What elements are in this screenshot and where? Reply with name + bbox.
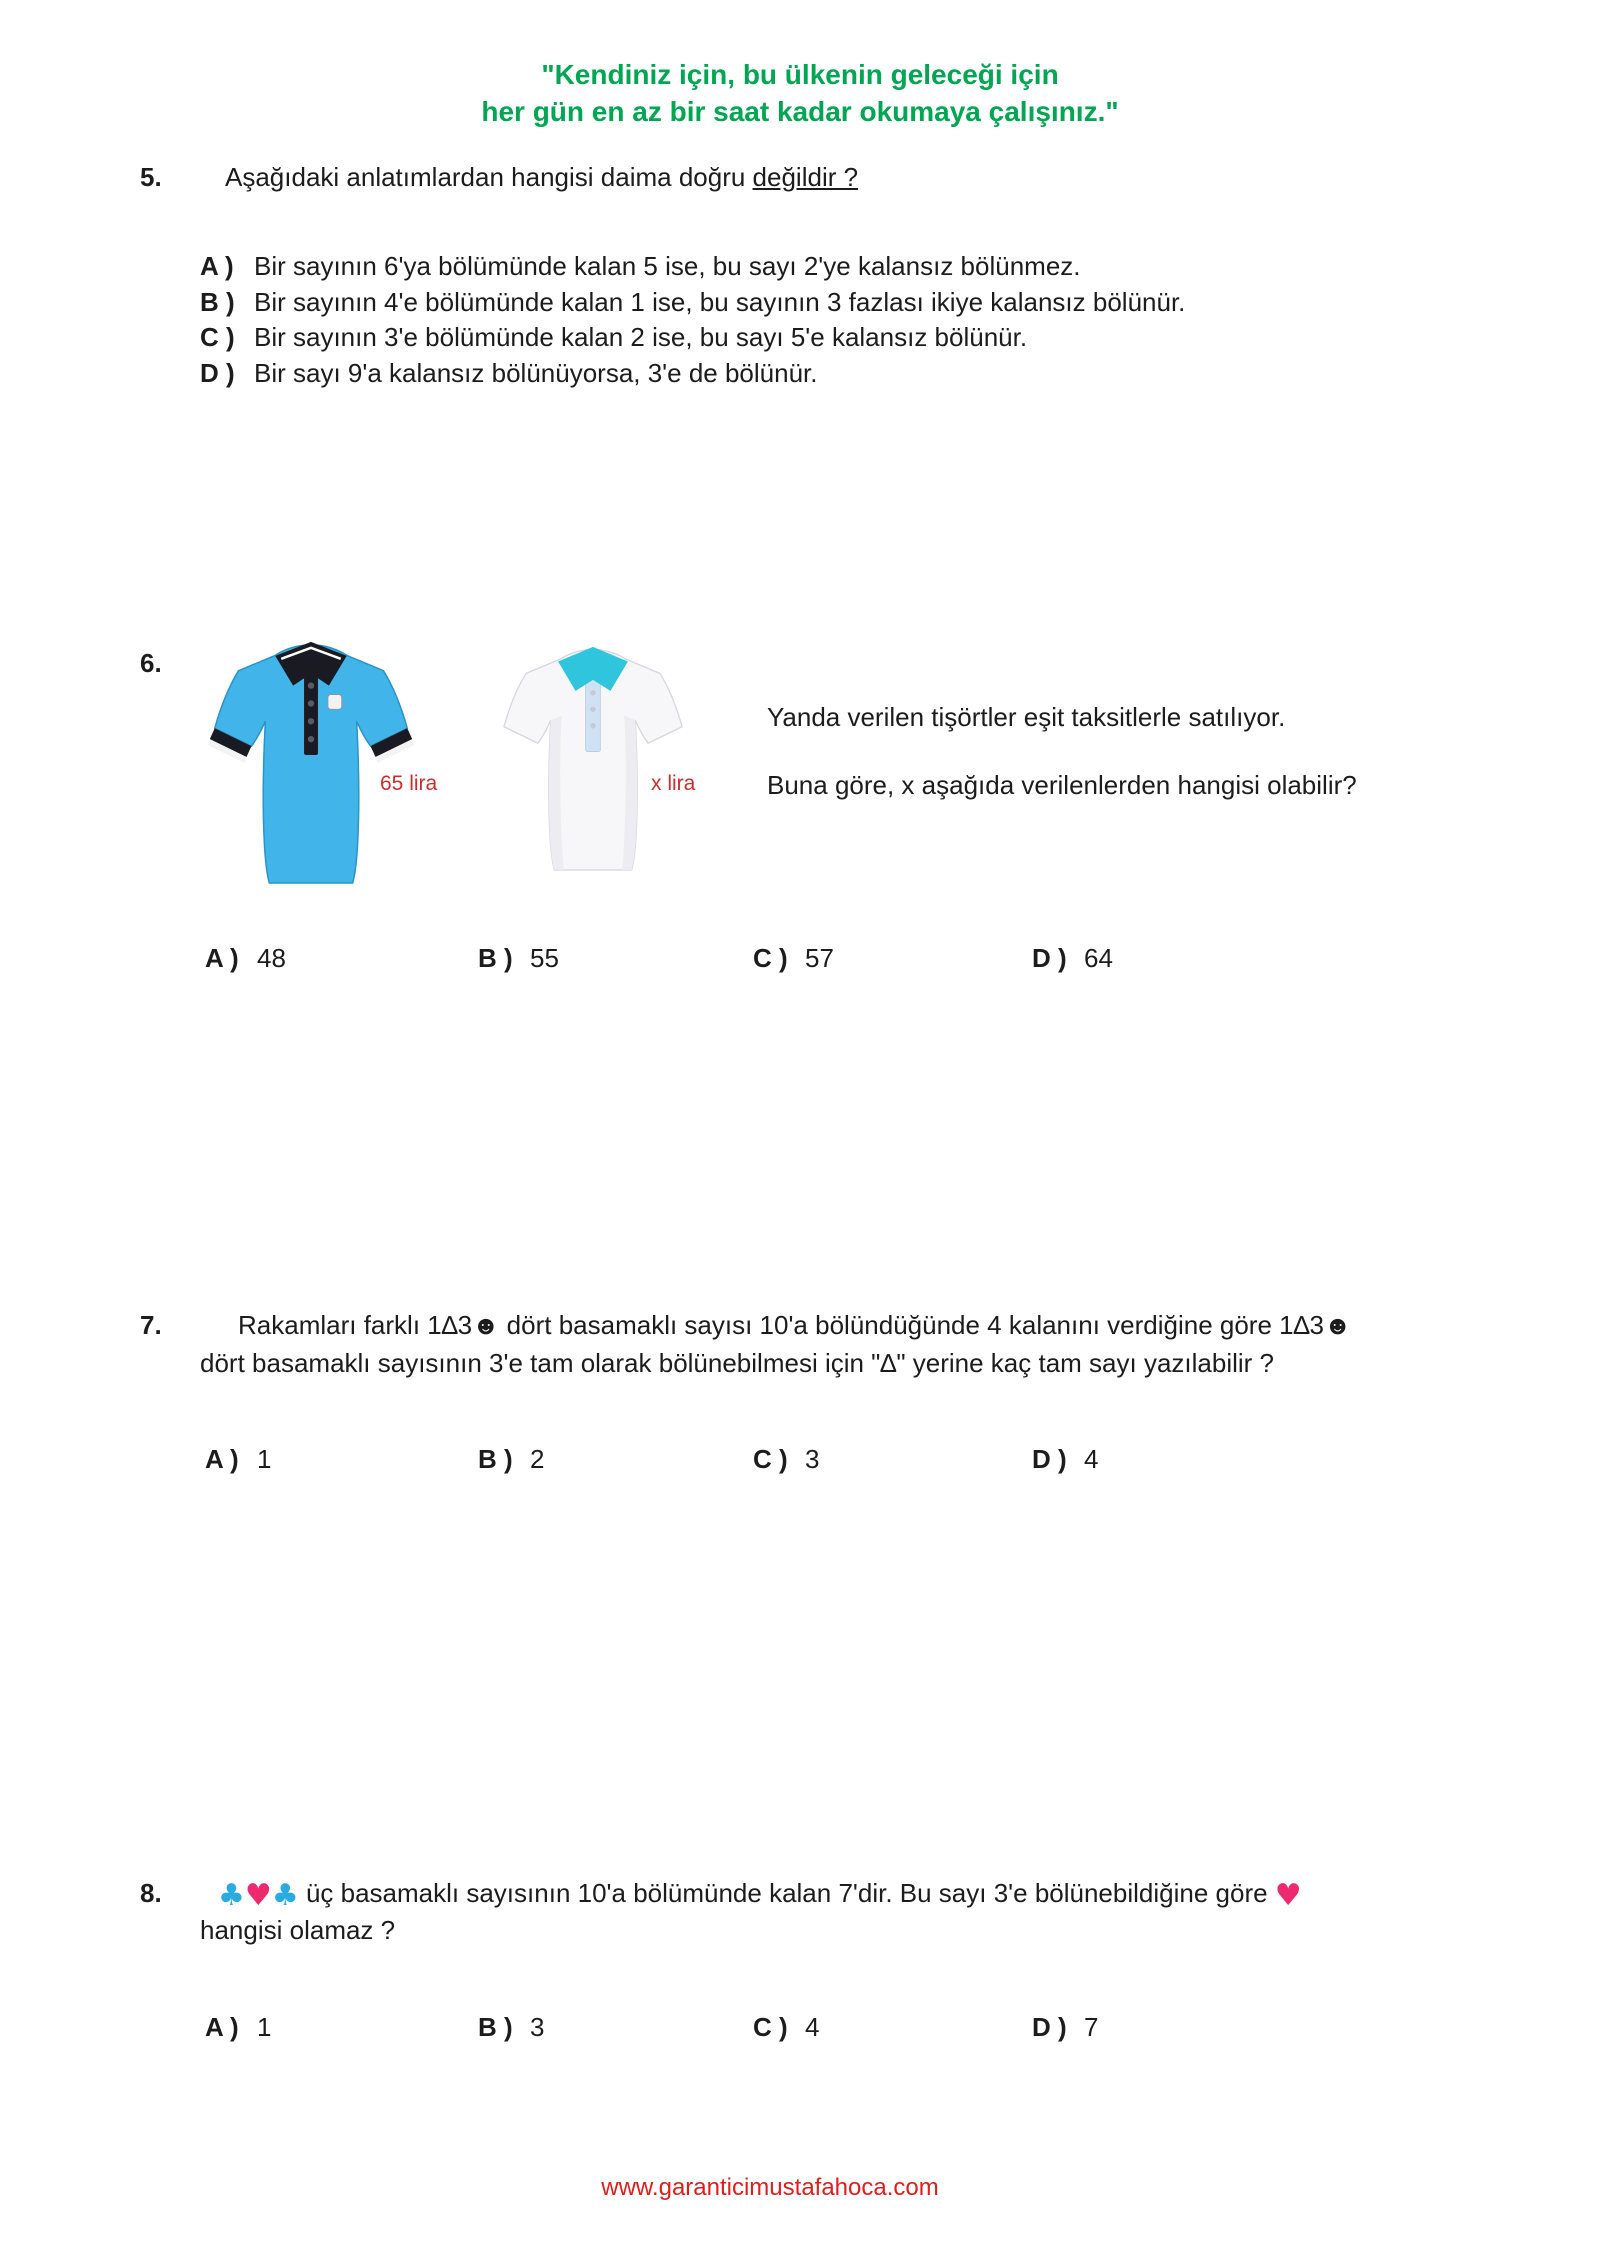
q7-options [0,1444,1600,1484]
option-value: 4 [1084,1444,1099,1474]
option-value: 4 [805,2012,820,2042]
option-value: 2 [530,1444,545,1474]
q6-option-b [478,943,559,974]
q6-stem-line-2: Buna göre, x aşağıda verilenlerden hangisi olabilir? [767,770,1357,800]
option-label: B ) [478,943,513,973]
blue-polo-shirt-image [198,632,424,890]
club-icon: ♣ [218,1878,245,1913]
option-label: A ) [205,2012,239,2042]
option-label: A ) [205,943,239,973]
q8-option-b [478,2012,544,2043]
q7-number: 7. [140,1310,162,1340]
footer-url: www.garanticimustafahoca.com [601,2174,939,2201]
q8-option-c [753,2012,819,2043]
price-label-left: 65 lira [380,772,438,795]
q7-option-c [753,1444,819,1475]
option-value: 3 [805,1444,820,1474]
q8-option-a [205,2012,271,2043]
option-label: D ) [1032,943,1067,973]
option-label: C ) [753,2012,788,2042]
quote-line-2: her gün en az bir saat kadar okumaya çalışınız." [481,96,1119,127]
option-label: C ) [753,1444,788,1474]
option-label: D ) [200,357,235,388]
q6-options [0,943,1600,983]
option-value: 7 [1084,2012,1099,2042]
white-polo-shirt-image [492,631,694,883]
q7-option-d [1032,1444,1098,1475]
option-value: 1 [257,1444,272,1474]
q8-stem-line-2: hangisi olamaz ? [200,1915,396,1945]
option-text: Bir sayının 4'e bölümünde kalan 1 ise, bu sayının 3 fazlası ikiye kalansız bölünür. [254,286,1186,317]
option-label: B ) [478,1444,513,1474]
club-icon: ♣ [271,1878,299,1913]
q6-option-d [1032,943,1113,974]
option-value: 55 [530,943,559,973]
q7-option-a [205,1444,271,1475]
q7-stem-line-2: dört basamaklı sayısının 3'e tam olarak bölünebilmesi için "∆" yerine kaç tam sayı yazılabilir ? [200,1348,1275,1378]
q6-number: 6. [140,648,162,678]
q7-stem-line-1: Rakamları farklı 1∆3☻ dört basamaklı sayısı 10'a bölündüğünde 4 kalanını verdiğine göre 1∆3☻ [238,1310,1352,1340]
q5-option-d [200,356,1185,392]
option-value: 48 [257,943,286,973]
q6-stem-line-1: Yanda verilen tişörtler eşit taksitlerle satılıyor. [767,702,1286,732]
option-value: 64 [1084,943,1113,973]
option-value: 1 [257,2012,272,2042]
option-label: B ) [200,286,235,317]
q5-stem-text: Aşağıdaki anlatımlardan hangisi daima doğru [225,162,753,192]
q5-option-a [200,249,1185,285]
option-text: Bir sayının 3'e bölümünde kalan 2 ise, bu sayı 5'e kalansız bölünür. [254,322,1028,352]
q8-options [0,2012,1600,2052]
q6-option-c [753,943,834,974]
quote-header [0,56,1600,130]
q8-number: 8. [140,1878,162,1908]
price-label-right: x lira [651,772,696,795]
q5-stem-underlined: değildir ? [752,162,859,192]
option-label: C ) [200,322,235,352]
q8-option-d [1032,2012,1098,2043]
option-value: 3 [530,2012,545,2042]
q8-stem-line-1 [218,1878,1302,1913]
option-label: A ) [200,251,234,281]
option-label: D ) [1032,1444,1067,1474]
q6-option-a [205,943,286,974]
option-label: D ) [1032,2012,1067,2042]
option-text: Bir sayı 9'a kalansız bölünüyorsa, 3'e de bölünür. [254,357,818,388]
q8-stem-text: üç basamaklı sayısının 10'a bölümünde kalan 7'dir. Bu sayı 3'e bölünebildiğine göre [298,1878,1275,1908]
q5-stem [225,162,858,193]
quote-line-1: "Kendiniz için, bu ülkenin geleceği için [541,59,1059,90]
heart-icon: ♥ [1274,1878,1302,1913]
option-text: Bir sayının 6'ya bölümünde kalan 5 ise, bu sayı 2'ye kalansız bölünmez. [254,251,1081,281]
option-label: A ) [205,1444,239,1474]
q5-option-c [200,320,1185,356]
q5-option-b [200,285,1185,321]
option-label: B ) [478,2012,513,2042]
option-value: 57 [805,943,834,973]
heart-icon: ♥ [244,1878,272,1913]
q5-options [200,249,1185,391]
option-label: C ) [753,943,788,973]
q7-option-b [478,1444,544,1475]
q5-number: 5. [140,162,162,192]
